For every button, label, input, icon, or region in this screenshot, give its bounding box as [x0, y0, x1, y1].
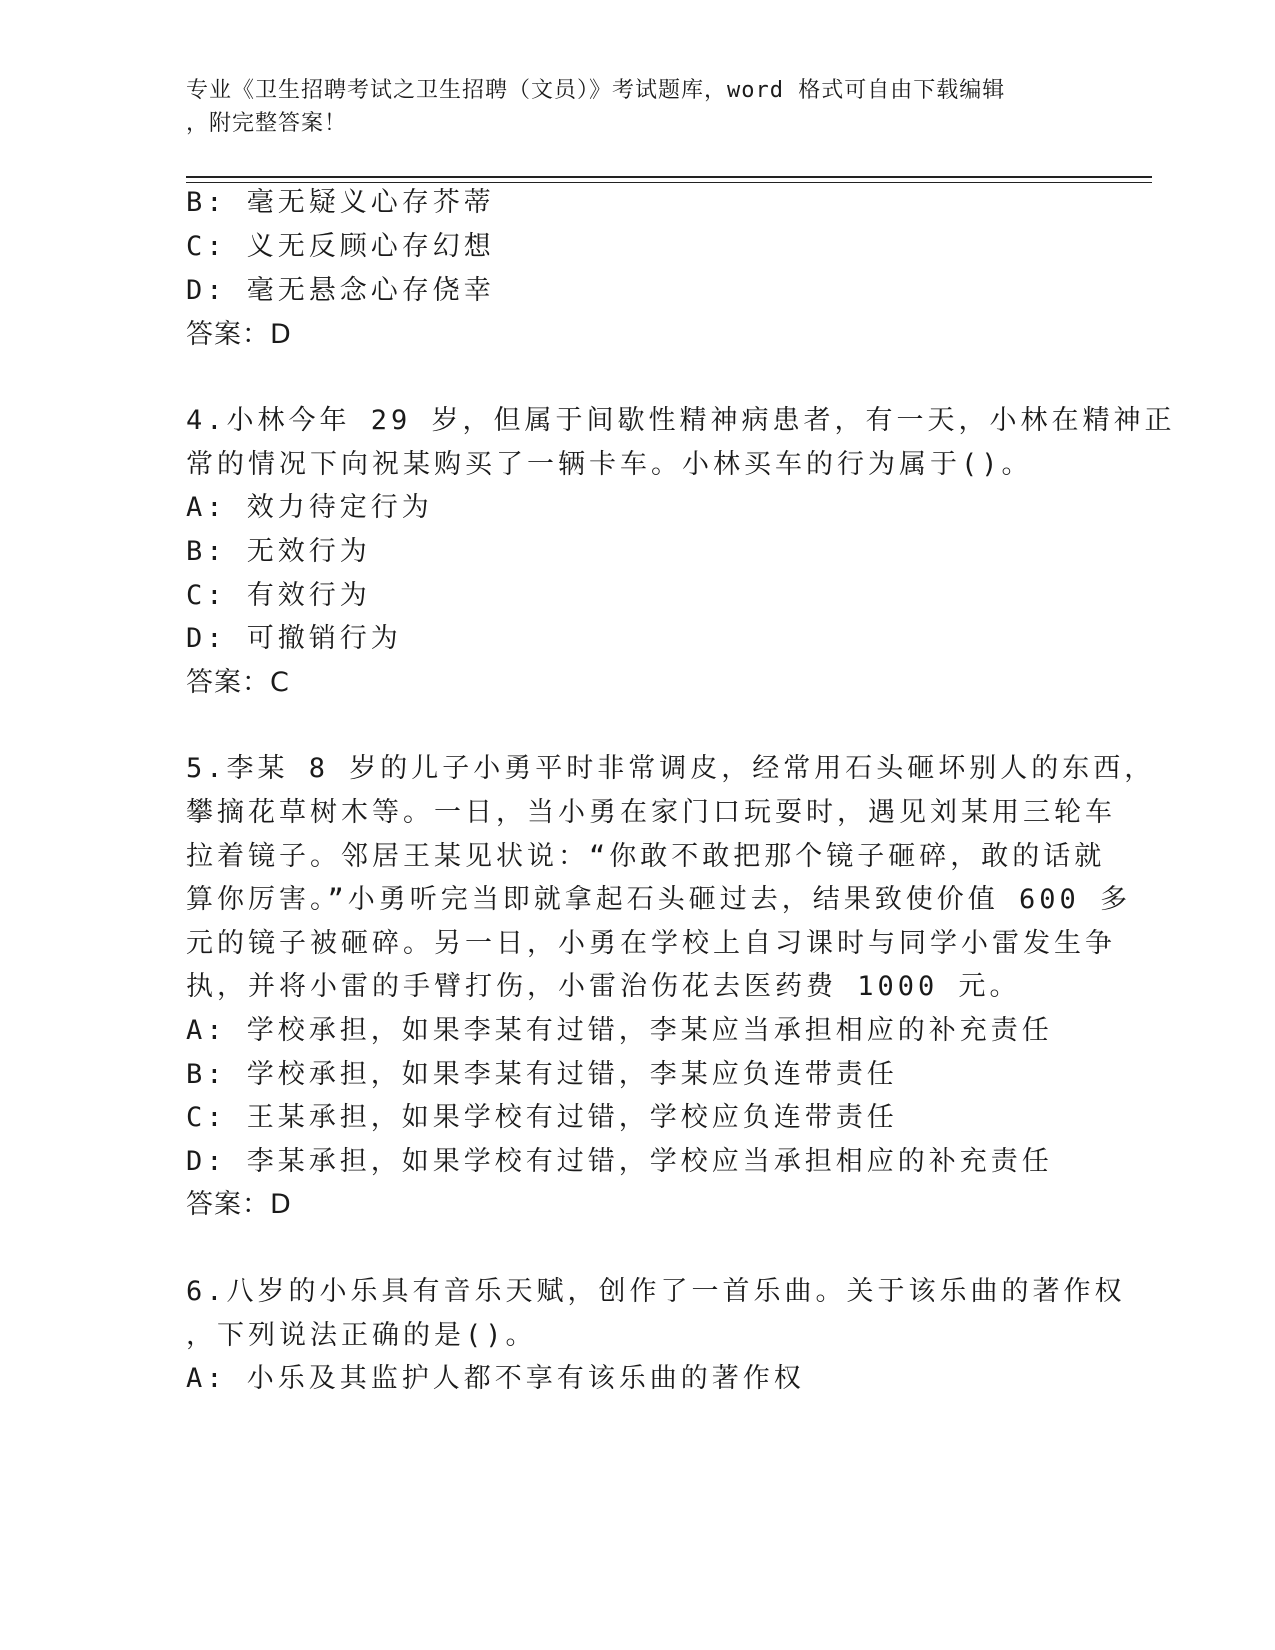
q4-answer: 答案：C	[186, 667, 290, 698]
q4-stem-line2: 常的情况下向祝某购买了一辆卡车。小林买车的行为属于()。	[186, 449, 1033, 480]
header-title-line2: ，附完整答案！	[186, 111, 348, 136]
q4-option-d: D: 可撤销行为	[186, 623, 402, 654]
q6-option-a: A: 小乐及其监护人都不享有该乐曲的著作权	[186, 1363, 805, 1394]
q3-option-d: D: 毫无悬念心存侥幸	[186, 275, 495, 306]
q4-stem-line1: 4.小林今年 29 岁，但属于间歇性精神病患者，有一天，小林在精神正	[186, 405, 1176, 436]
document-header	[186, 74, 1066, 140]
q3-option-b: B: 毫无疑义心存芥蒂	[186, 187, 495, 218]
header-divider-thin	[186, 182, 1152, 183]
q5-stem-line4: 算你厉害。”小勇听完当即就拿起石头砸过去，结果致使价值 600 多	[186, 884, 1132, 915]
q5-stem-line5: 元的镜子被砸碎。另一日，小勇在学校上自习课时与同学小雷发生争	[186, 928, 1116, 959]
q3-option-c: C: 义无反顾心存幻想	[186, 231, 495, 262]
q5-stem-line3: 拉着镜子。邻居王某见状说：“你敢不敢把那个镜子砸碎，敢的话就	[186, 841, 1106, 872]
q5-stem-line1: 5.李某 8 岁的儿子小勇平时非常调皮，经常用石头砸坏别人的东西，	[186, 753, 1156, 784]
q5-stem-line6: 执，并将小雷的手臂打伤，小雷治伤花去医药费 1000 元。	[186, 971, 1021, 1002]
q5-option-d: D: 李某承担，如果学校有过错，学校应当承担相应的补充责任	[186, 1146, 1053, 1177]
q6-stem-line2: ，下列说法正确的是()。	[186, 1320, 537, 1351]
q4-option-c: C: 有效行为	[186, 580, 371, 611]
header-title-line1: 专业《卫生招聘考试之卫生招聘（文员）》考试题库，word 格式可自由下载编辑	[186, 78, 1006, 103]
q4-option-a: A: 效力待定行为	[186, 492, 433, 523]
q5-option-c: C: 王某承担，如果学校有过错，学校应负连带责任	[186, 1102, 898, 1133]
q5-option-a: A: 学校承担，如果李某有过错，李某应当承担相应的补充责任	[186, 1015, 1053, 1046]
q5-option-b: B: 学校承担，如果李某有过错，李某应负连带责任	[186, 1059, 898, 1090]
q4-option-b: B: 无效行为	[186, 536, 371, 567]
q5-answer: 答案：D	[186, 1189, 292, 1220]
header-divider-thick	[186, 176, 1152, 178]
q3-answer: 答案：D	[186, 319, 292, 350]
q5-stem-line2: 攀摘花草树木等。一日，当小勇在家门口玩耍时，遇见刘某用三轮车	[186, 797, 1116, 828]
q6-stem-line1: 6.八岁的小乐具有音乐天赋，创作了一首乐曲。关于该乐曲的著作权	[186, 1276, 1126, 1307]
